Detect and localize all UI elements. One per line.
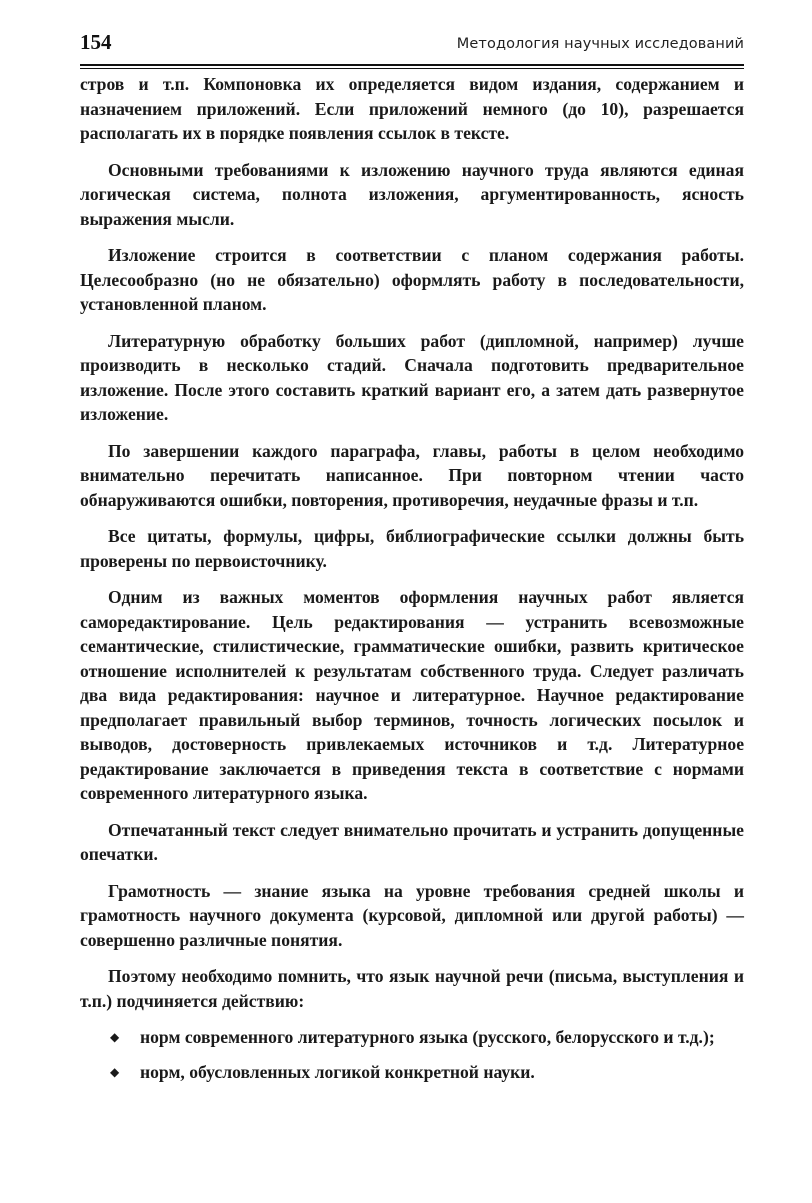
paragraph-requirements: Основными требованиями к изложению научного труда являются единая логическая система, полнота изложения, аргументированность, ясность выражения мысли.: [80, 159, 744, 229]
list-item-text: норм, обусловленных логикой конкретной науки.: [140, 1061, 535, 1082]
paragraph-literacy: Грамотность — знание языка на уровне требования средней школы и грамотность научного документа (курсовой, дипломной или другой работы) —совершенно различные понятия.: [80, 880, 744, 950]
list-item: [80, 1025, 744, 1050]
running-title: Методология научных исследований: [456, 36, 744, 52]
paragraph-typos: Отпечатанный текст следует внимательно прочитать и устранить допущенные опечатки.: [80, 819, 744, 864]
page-number: 154: [80, 30, 112, 54]
diamond-bullet-icon: ◆: [110, 1030, 120, 1044]
list-item-text: норм современного литературного языка (русского, белорусского и т.д.);: [140, 1027, 715, 1047]
paragraph-continuation: стров и т.п. Компоновка их определяется видом издания, содержанием и назначением приложений. Если приложений немного (до 10), разрешается располагать их в порядке появления ссылок в тексте.: [80, 74, 744, 143]
paragraph-plan: Изложение строится в соответствии с планом содержания работы. Целесообразно (но не обязательно) оформлять работу в последовательности, установленной планом.: [80, 245, 744, 314]
paragraph-scientific-language: Поэтому необходимо помнить, что язык научной речи (письма, выступления и т.п.) подчиняется действию:: [80, 966, 744, 1011]
norms-list: [80, 1025, 744, 1084]
list-item: [80, 1060, 744, 1085]
running-header: [80, 28, 744, 66]
paragraph-self-editing: Одним из важных моментов оформления научных работ является саморедактирование. Цель редактирования — устранить всевозможные семантические, стилистические, грамматические ошибки, развить критическое отношение исполнителей к результатам собственного труда. Следует различать два вида редактирования: научное и литературное. Научное редактирование предполагает правильный выбор терминов, точность логических посылок и выводов, достоверность привлекаемых источников и т.д. Литературное редактирование заключается в приведения текста в соответствие с нормами современного литературного языка.: [80, 587, 744, 803]
body-text: [80, 72, 744, 1094]
paragraph-citations: Все цитаты, формулы, цифры, библиографические ссылки должны быть проверены по первоисточнику.: [80, 526, 744, 571]
paragraph-literary-processing: Литературную обработку больших работ (дипломной, например) лучше производить в несколько стадий. Сначала подготовить предварительное изложение. После этого составить краткий вариант его, а затем дать развернутое изложение.: [80, 330, 744, 424]
paragraph-rereading: По завершении каждого параграфа, главы, работы в целом необходимо внимательно перечитать написанное. При повторном чтении часто обнаруживаются ошибки, повторения, противоречия, неудачные фразы и т.п.: [80, 440, 744, 510]
diamond-bullet-icon: ◆: [110, 1064, 120, 1079]
